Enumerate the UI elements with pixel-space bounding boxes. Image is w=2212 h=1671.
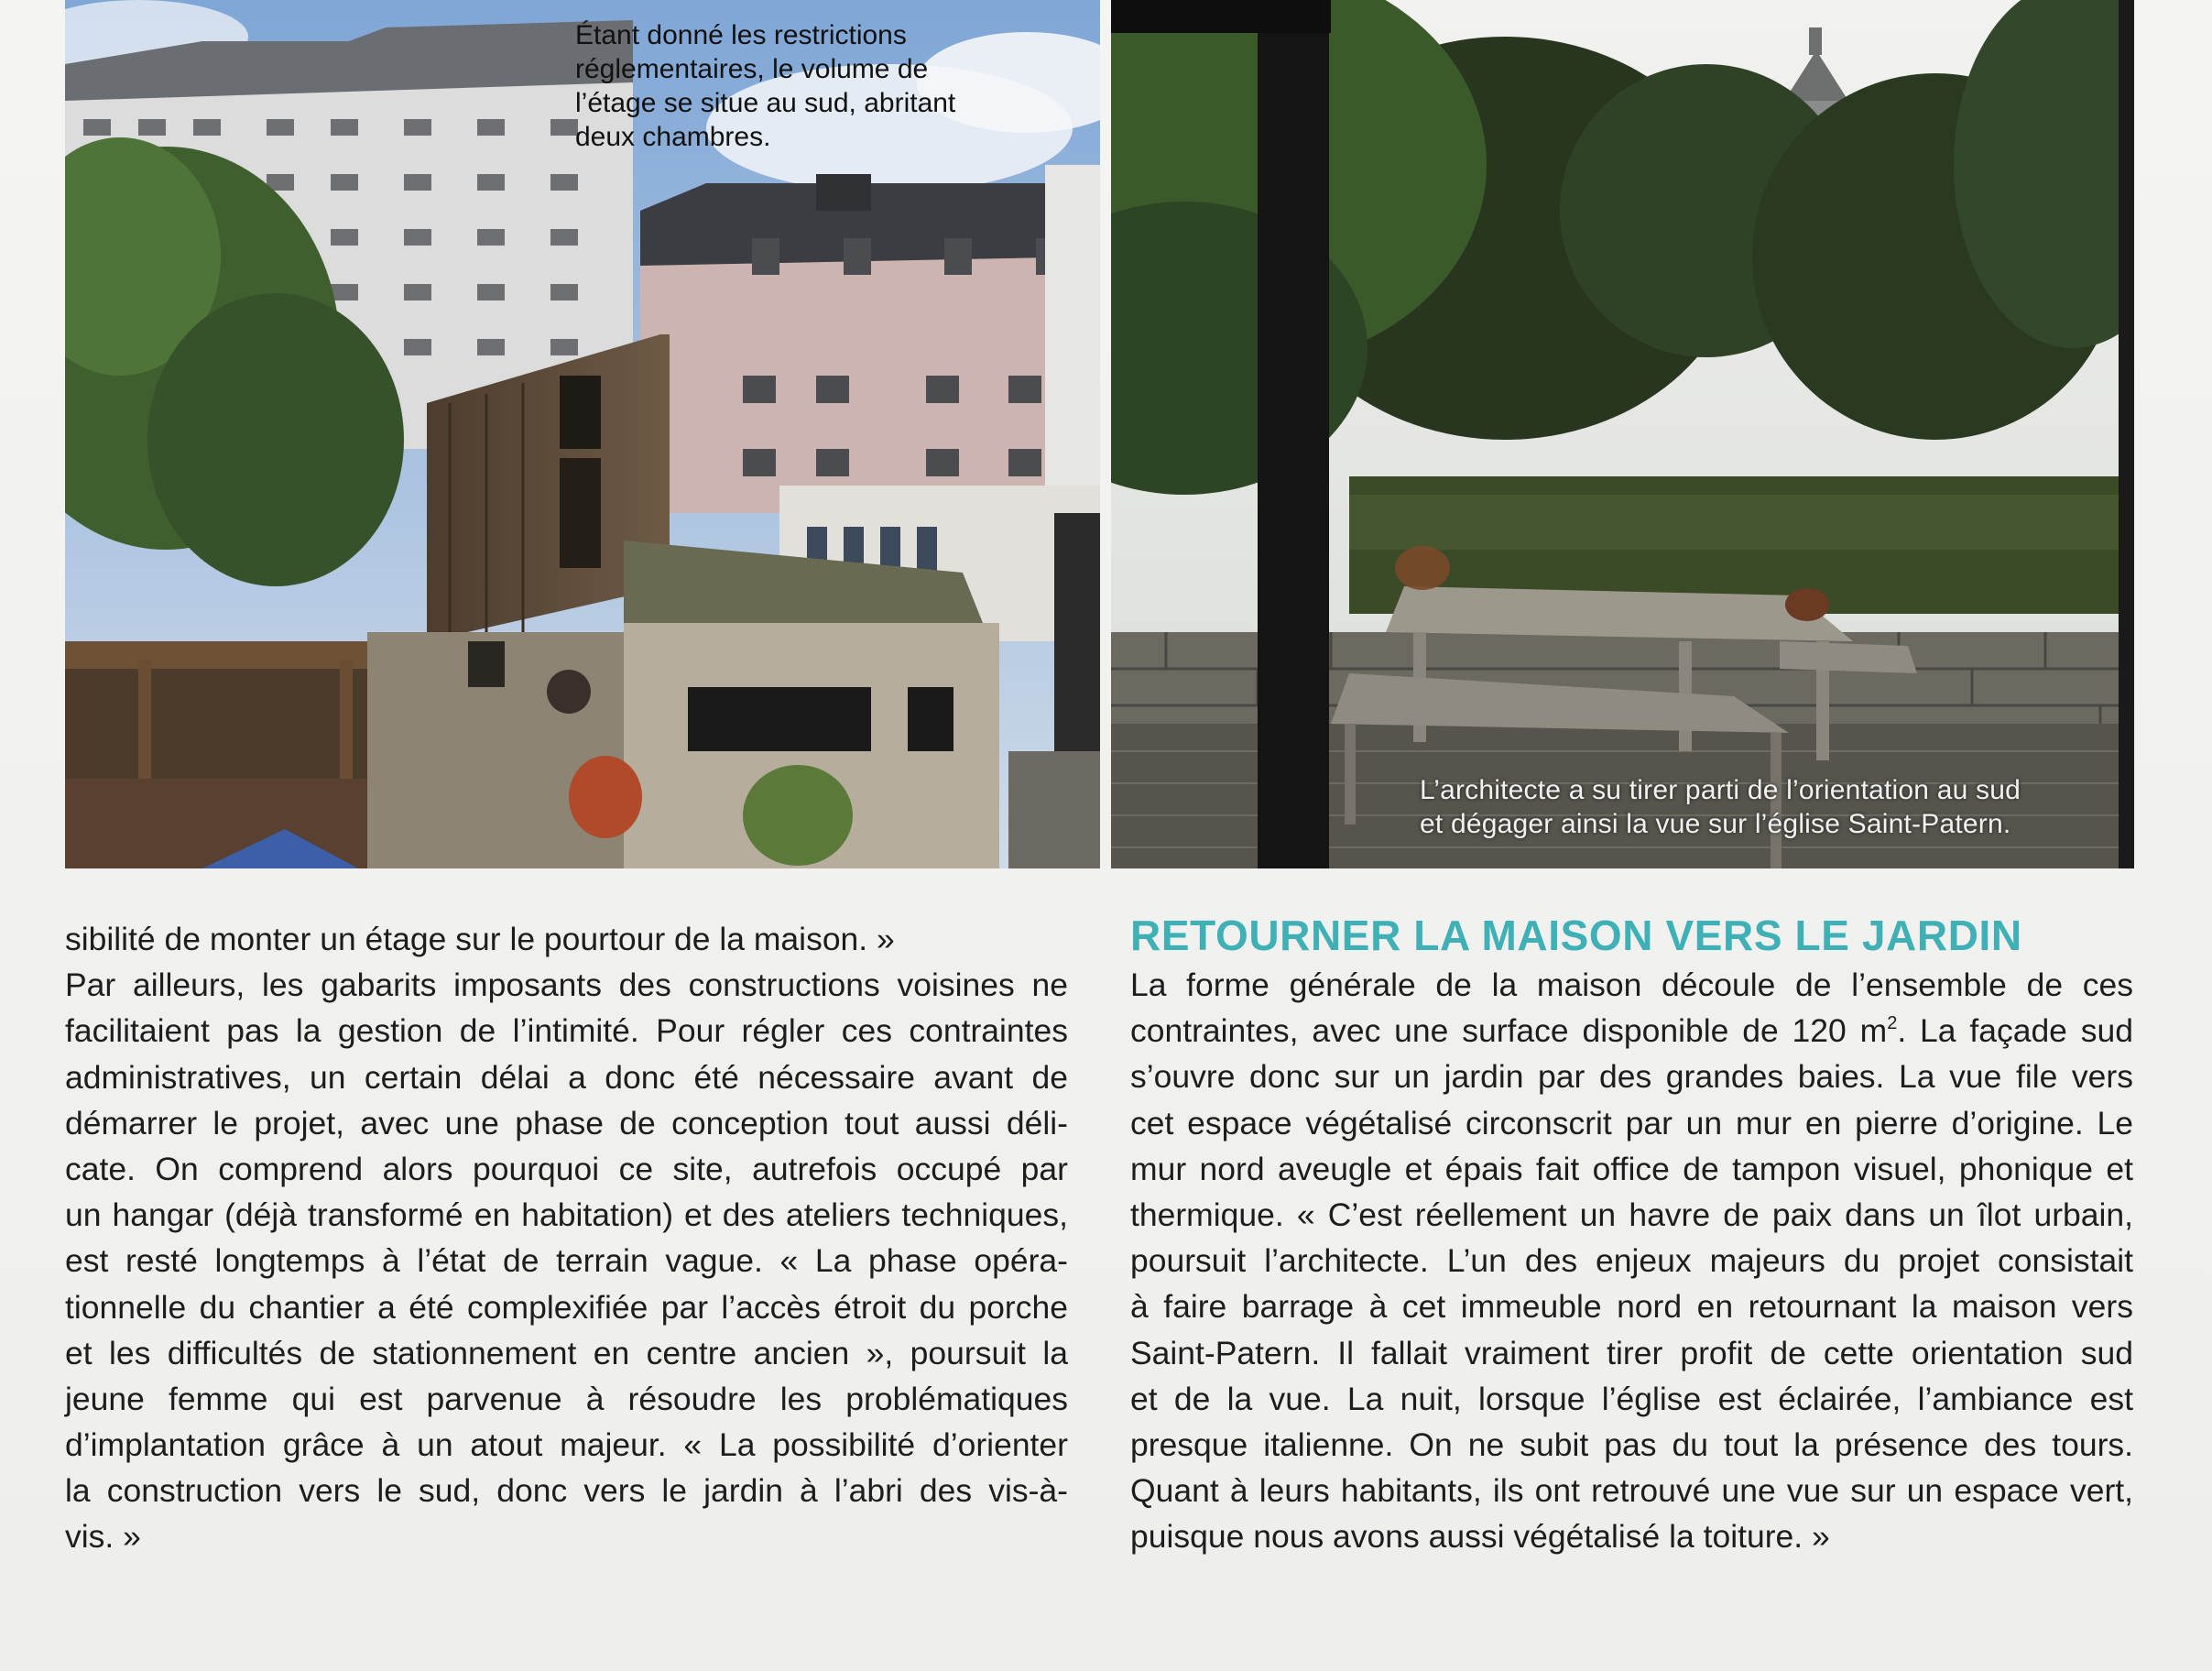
left-caption-line: l’étage se situe au sud, abritant <box>575 88 956 118</box>
paragraph-line: tionnelle du chantier a été complexifiée par l’accès étroit du porche <box>65 1288 1068 1326</box>
paragraph-line-with-superscript <box>1130 1008 2133 1054</box>
paragraph-line: administratives, un certain délai a donc été nécessaire avant de <box>65 1058 1068 1096</box>
section-heading: RETOURNER LA MAISON VERS LE JARDIN <box>1130 912 2022 959</box>
paragraph-line: un hangar (déjà transformé en habitation) et des ateliers techniques, <box>65 1196 1068 1234</box>
garden-terrace-photo <box>1111 0 2134 868</box>
left-caption-line: deux chambres. <box>575 122 771 152</box>
paragraph-line: thermique. « C’est réellement un havre de paix dans un îlot urbain, <box>1130 1196 2133 1233</box>
paragraph-line: Quant à leurs habitants, ils ont retrouvé une vue sur un espace vert, <box>1130 1472 2133 1510</box>
paragraph-text: . La façade sud <box>1897 1012 2133 1050</box>
right-photo-caption <box>1420 773 2134 841</box>
paragraph-line: mur nord aveugle et épais fait office de tampon visuel, phonique et <box>1130 1150 2133 1187</box>
garden-terrace-illustration <box>1111 0 2134 868</box>
paragraph-line: est resté longtemps à l’état de terrain vague. « La phase opéra- <box>65 1242 1068 1280</box>
paragraph-line: La forme générale de la maison découle de l’ensemble de ces <box>1130 967 2133 1003</box>
left-caption-line: réglementaires, le volume de <box>575 54 929 84</box>
right-caption-line: et dégager ainsi la vue sur l’église Saint-Patern. <box>1420 809 2011 839</box>
paragraph-line: et de la vue. La nuit, lorsque l’église est éclairée, l’ambiance est <box>1130 1380 2133 1417</box>
left-photo-caption <box>575 18 1088 154</box>
paragraph-line: cet espace végétalisé circonscrit par un mur en pierre d’origine. Le <box>1130 1104 2133 1141</box>
paragraph-line: facilitaient pas la gestion de l’intimité. Pour régler ces contraintes <box>65 1012 1068 1050</box>
paragraph-line: s’ouvre donc sur un jardin par des grandes baies. La vue file vers <box>1130 1058 2133 1096</box>
paragraph-line: Saint-Patern. Il fallait vraiment tirer profit de cette orientation sud <box>1130 1334 2133 1371</box>
paragraph-line: d’implantation grâce à un atout majeur. « La possibilité d’orienter <box>65 1426 1068 1464</box>
paragraph-line: vis. » <box>65 1518 141 1556</box>
paragraph-line: poursuit l’architecte. L’un des enjeux majeurs du projet consistait <box>1130 1242 2133 1280</box>
right-text-column <box>1130 912 2133 1559</box>
square-metre-superscript: 2 <box>1887 1013 1898 1034</box>
paragraph-line: sibilité de monter un étage sur le pourtour de la maison. » <box>65 921 895 957</box>
paragraph-line: presque italienne. On ne subit pas du tout la présence des tours. <box>1130 1425 2133 1463</box>
paragraph-text: contraintes, avec une surface disponible de 120 m <box>1130 1012 1888 1050</box>
left-text-column <box>65 916 1068 1560</box>
paragraph-line: puisque nous avons aussi végétalisé la toiture. » <box>1130 1518 1830 1556</box>
paragraph-line: la construction vers le sud, donc vers le jardin à l’abri des vis-à- <box>65 1472 1068 1510</box>
paragraph-line: jeune femme qui est parvenue à résoudre les problématiques <box>65 1380 1068 1417</box>
paragraph-line: à faire barrage à cet immeuble nord en retournant la maison vers <box>1130 1288 2133 1326</box>
left-caption-line: Étant donné les restrictions <box>575 20 907 50</box>
right-caption-line: L’architecte a su tirer parti de l’orientation au sud <box>1420 775 2021 805</box>
paragraph-line: démarrer le projet, avec une phase de conception tout aussi déli- <box>65 1104 1068 1141</box>
paragraph-line: et les difficultés de stationnement en centre ancien », poursuit la <box>65 1334 1068 1371</box>
paragraph-line: Par ailleurs, les gabarits imposants des constructions voisines ne <box>65 967 1068 1004</box>
paragraph-line: cate. On comprend alors pourquoi ce site, autrefois occupé par <box>65 1150 1068 1187</box>
